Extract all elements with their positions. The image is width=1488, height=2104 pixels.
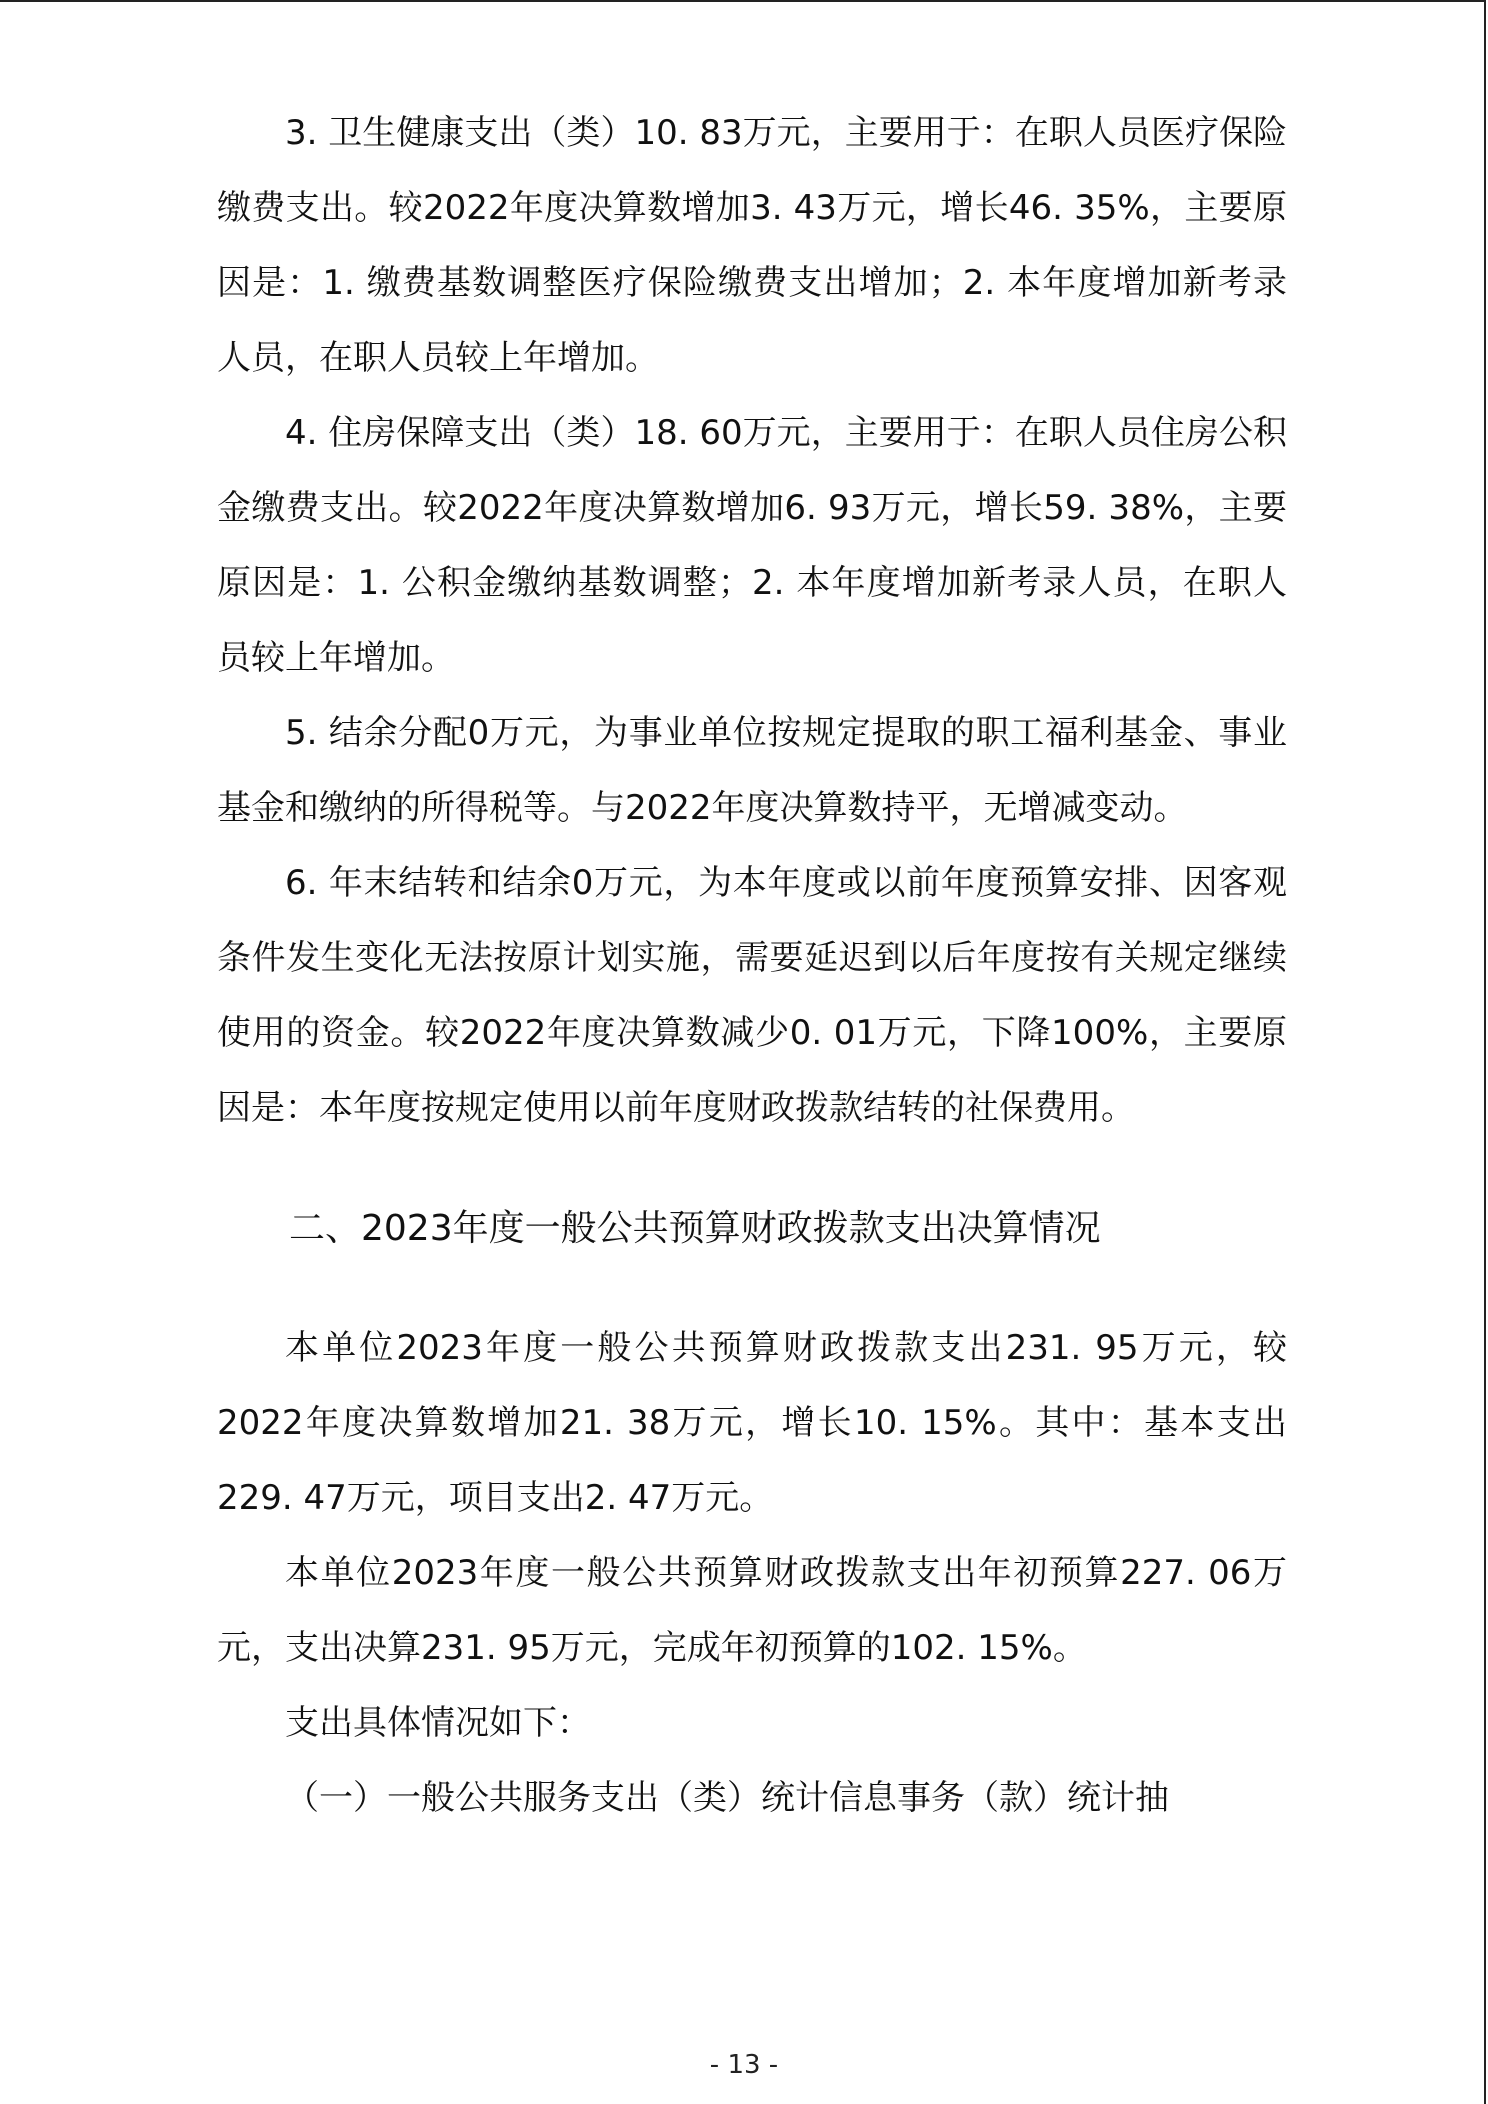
page-number: - 13 - [709,2050,779,2080]
paragraph-details-intro: 支出具体情况如下： [285,1703,591,1743]
paragraph-general-budget-total: 本单位2023年度一般公共预算财政拨款支出231. 95万元，较2022年度决算数增加21. 38万元，增长10. 15%。其中：基本支出229. 47万元，项目支出2. 47万元。 [217,1328,1287,1518]
document-body [217,96,1287,1836]
paragraph-general-public-services: （一）一般公共服务支出（类）统计信息事务（款）统计抽 [285,1778,1169,1818]
paragraph-surplus-distribution: 5. 结余分配0万元，为事业单位按规定提取的职工福利基金、事业基金和缴纳的所得税等。与2022年度决算数持平，无增减变动。 [217,713,1287,828]
paragraph-health-expenditure: 3. 卫生健康支出（类）10. 83万元，主要用于：在职人员医疗保险缴费支出。较2022年度决算数增加3. 43万元，增长46. 35%，主要原因是：1. 缴费基数调整医疗保险缴费支出增加；2. 本年度增加新考录人员，在职人员较上年增加。 [217,113,1287,378]
paragraph-general-budget-completion: 本单位2023年度一般公共预算财政拨款支出年初预算227. 06万元，支出决算231. 95万元，完成年初预算的102. 15%。 [217,1553,1287,1668]
section-heading: 二、2023年度一般公共预算财政拨款支出决算情况 [289,1208,1101,1249]
paragraph-year-end-carryover: 6. 年末结转和结余0万元，为本年度或以前年度预算安排、因客观条件发生变化无法按原计划实施，需要延迟到以后年度按有关规定继续使用的资金。较2022年度决算数减少0. 01万元，下降100%，主要原因是：本年度按规定使用以前年度财政拨款结转的社保费用。 [217,863,1287,1128]
paragraph-housing-expenditure: 4. 住房保障支出（类）18. 60万元，主要用于：在职人员住房公积金缴费支出。较2022年度决算数增加6. 93万元，增长59. 38%，主要原因是：1. 公积金缴纳基数调整；2. 本年度增加新考录人员，在职人员较上年增加。 [217,413,1287,678]
